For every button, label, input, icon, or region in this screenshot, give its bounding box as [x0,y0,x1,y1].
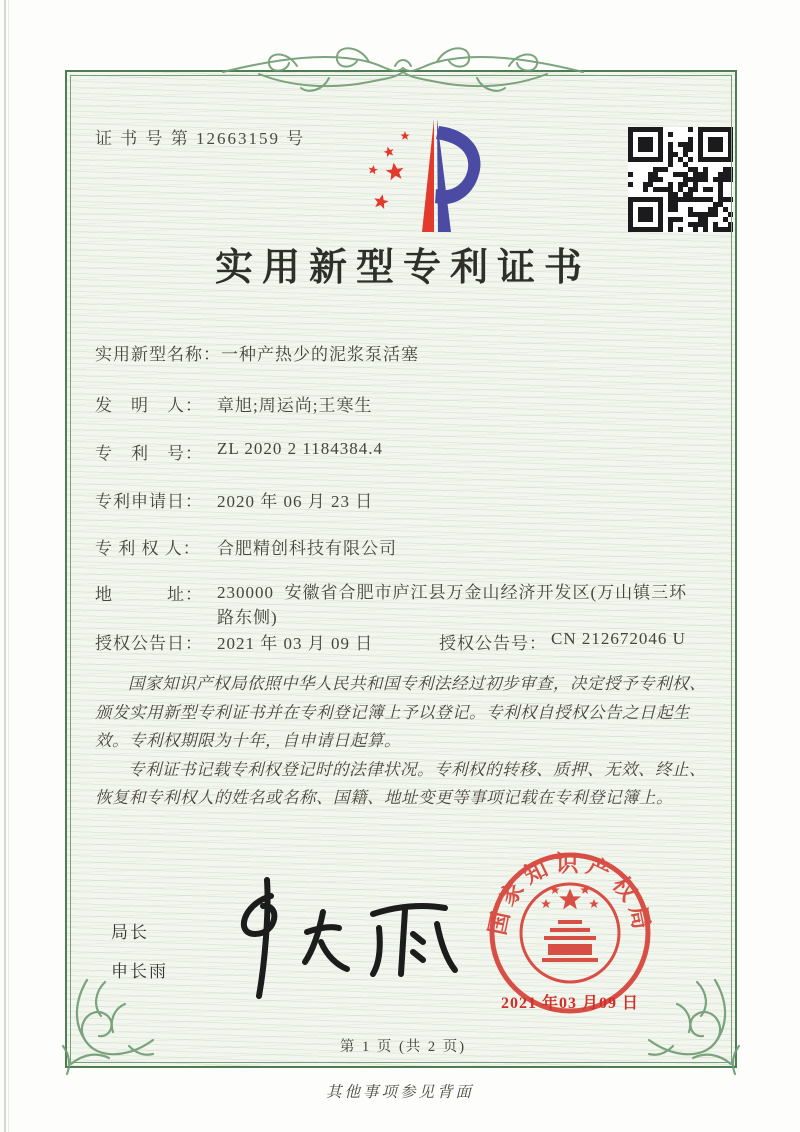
field-row-patentee [95,534,711,559]
scan-edge-line [4,0,6,1132]
field-label: 专 利 权 人： [95,539,201,558]
field-row-inventors [95,391,711,416]
field-value: ZL 2020 2 1184384.4 [217,439,384,458]
field-value: 230000 安徽省合肥市庐江县万金山经济开发区(万山镇三环路东侧) [217,583,688,627]
certificate-number: 证 书 号 第 12663159 号 [95,129,306,148]
field-value: 合肥精创科技有限公司 [217,539,397,558]
frame-corner-ornament-left-icon [53,976,157,1080]
field-label: 授权公告号： [439,634,547,653]
field-value: CN 212672046 U [551,629,686,648]
certificate-title: 实用新型专利证书 [214,247,591,289]
signature-shen-changyu-icon [205,870,489,1004]
field-row-patent-no [95,439,711,464]
commissioner-name: 申长雨 [111,962,168,981]
page-number: 第 1 页 (共 2 页) [339,1039,467,1055]
seal-text: 国家知识产权局 [485,851,655,938]
field-value: 章旭;周运尚;王寒生 [217,396,373,415]
scan-edge-line-2 [8,0,9,1132]
field-row-filing-date [95,487,711,512]
legal-paragraph-1: 国家知识产权局依照中华人民共和国专利法经过初步审查，决定授予专利权、颁发实用新型专利证书并在专利登记簿上予以登记。专利权自授权公告之日起生效。专利权期限为十年，自申请日起算。 [95,674,706,750]
field-label: 地 址： [95,585,203,604]
frame-top-ornament-icon [219,38,587,110]
seal-date: 2021 年03 月09 日 [500,995,639,1012]
qr-code [628,127,733,232]
legal-paragraphs [95,670,711,813]
field-value: 2021 年 03 月 09 日 [217,634,374,653]
signoff-block [111,918,168,982]
back-note: 其他事项参见背面 [325,1084,474,1101]
certificate-frame [65,70,737,1068]
field-label: 专利申请日： [95,492,203,511]
field-label: 专 利 号： [95,444,203,463]
field-label: 发 明 人： [95,396,203,415]
field-value: 2020 年 06 月 23 日 [217,492,374,511]
field-row-address [95,580,711,630]
field-value: 一种产热少的泥浆泵活塞 [221,345,419,364]
legal-paragraph-2: 专利证书记载专利权登记时的法律状况。专利权的转移、质押、无效、终止、恢复和专利权人的姓名或名称、国籍、地址变更等事项记载在专利登记簿上。 [95,759,706,807]
field-label: 授权公告日： [95,634,203,653]
field-row-grant [95,629,711,654]
cnipa-logo-icon [349,114,485,244]
field-label: 实用新型名称： [95,345,221,364]
frame-corner-ornament-right-icon [645,976,749,1080]
commissioner-title: 局长 [111,923,149,942]
field-row-name [95,340,711,365]
field-pair-grant-no [439,629,686,654]
